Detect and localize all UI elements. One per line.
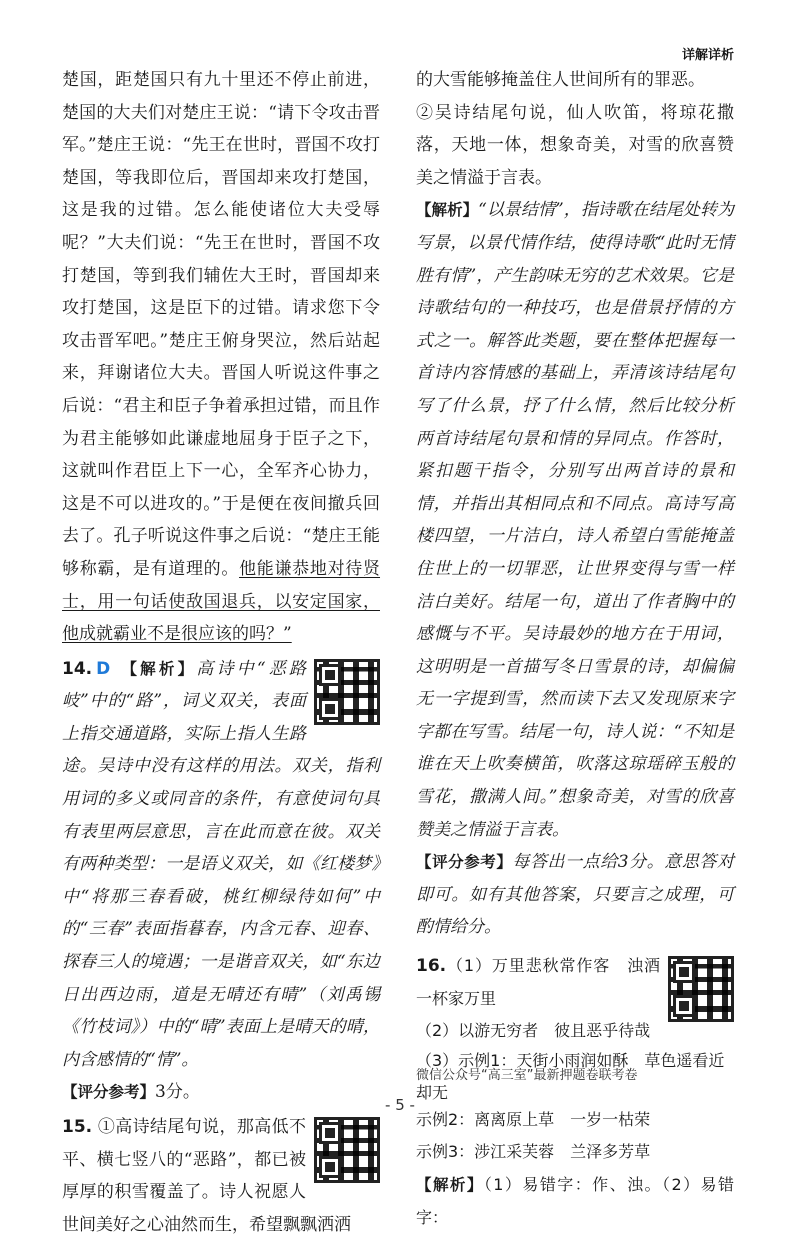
q14-score-tag: 【评分参考】 bbox=[62, 1083, 156, 1102]
q15-analysis bbox=[416, 194, 734, 846]
q15-number: 15. bbox=[62, 1117, 93, 1137]
q13-translation-underlined: 他能谦恭地对待贤士，用一句话使敌国退兵，以安定国家，他成就霸业不是很应该的吗？” bbox=[62, 558, 381, 645]
q16-analysis bbox=[416, 1169, 734, 1234]
watermark-text: 微信公众号“高三室”最新押题卷联考卷 bbox=[416, 1067, 638, 1083]
q16-answer-1-text: （1）万里悲秋常作客 浊酒一杯家万里 bbox=[416, 956, 660, 1008]
q15-continuation: 的大雪能够掩盖住人世间所有的罪恶。 bbox=[416, 70, 705, 90]
q16-answer-3b: 却无 bbox=[416, 1082, 449, 1102]
q16-analysis-text: （1）易错字：作、浊。（2）易错字： bbox=[416, 1175, 734, 1227]
q15-score-text: 每答出一点给3分。意思答对即可。如有其他答案，只要言之成理，可酌情给分。 bbox=[416, 852, 734, 938]
q15-analysis-tag: 【解析】 bbox=[416, 201, 479, 220]
q15-point-2: ②吴诗结尾句说，仙人吹笛，将琼花撒落，天地一体，想象奇美，对雪的欣喜赞美之情溢于言表。 bbox=[416, 102, 734, 188]
q16-analysis-tag: 【解析】 bbox=[416, 1176, 484, 1194]
q14-answer: D bbox=[96, 658, 111, 679]
q16-answer-3a: （3）示例1：天街小雨润如酥 草色遥看近 bbox=[416, 1050, 725, 1070]
q16-example-2: 示例2：离离原上草 一岁一枯荣 bbox=[416, 1109, 651, 1129]
page-number: - 5 - bbox=[385, 1096, 415, 1114]
qr-code-icon bbox=[668, 956, 734, 1022]
q14-analysis-tag: 【解析】 bbox=[118, 659, 197, 678]
page-header-title: 详解详析 bbox=[681, 48, 734, 63]
q13-translation-text: 楚国，距楚国只有九十里还不停止前进，楚国的大夫们对楚庄王说：“请下令攻击晋军。”楚庄王说：“先王在世时，晋国不攻打楚国，等我即位后，晋国却来攻打楚国，这是我的过错。怎么能使诸位大夫受辱呢？”大夫们说：“先王在世时，晋国不攻打楚国，等到我们辅佐大王时，晋国却来攻打楚国，这是臣下的过错。请求您下令攻击晋军吧。”楚庄王俯身哭泣，然后站起来，拜谢诸位大夫。晋国人听说这件事之后说：“君主和臣子争着承担过错，而且作为君主能够如此谦虚地屈身于臣子之下，这就叫作君臣上下一心，全军齐心协力，这是不可以进攻的。”于是便在夜间撤兵回去了。孔子听说这件事之后说：“楚庄王能够称霸，是有道理的。 bbox=[62, 70, 380, 579]
q14-block bbox=[62, 653, 380, 1077]
q14-score-text: 3分。 bbox=[155, 1082, 200, 1103]
q15-score bbox=[416, 846, 734, 944]
q16-block bbox=[416, 950, 734, 1234]
q15-block bbox=[62, 1111, 380, 1241]
q13-translation-paragraph bbox=[62, 64, 380, 651]
q16-number: 16. bbox=[416, 956, 447, 977]
q16-example-3: 示例3：涉江采芙蓉 兰泽多芳草 bbox=[416, 1142, 651, 1162]
q15-text: ①高诗结尾句说，那高低不平、横七竖八的“恶路”，都已被厚厚的积雪覆盖了。诗人祝愿人世间美好之心油然而生，希望飘飘洒洒 bbox=[62, 1117, 351, 1235]
q14-number: 14. bbox=[62, 658, 93, 679]
q15-analysis-text: “以景结情”，指诗歌在结尾处转为写景，以景代情作结，使得诗歌“此时无情胜有情”，产生韵味无穷的艺术效果。它是诗歌结句的一种技巧，也是借景抒情的方式之一。解答此类题，要在整体把握每一首诗内容情感的基础上，弄清该诗结尾句写了什么景，抒了什么情，然后比较分析两首诗结尾句景和情的异同点。作答时，紧扣题干指令，分别写出两首诗的景和情，并指出其相同点和不同点。高诗写高楼四望，一片洁白，诗人希望白雪能掩盖住世上的一切罪恶，让世界变得与雪一样洁白美好。结尾一句，道出了作者胸中的感慨与不平。吴诗最妙的地方在于用词，这明明是一首描写冬日雪景的诗，却偏偏无一字提到雪，然而读下去又发现原来字字都在写雪。结尾一句，诗人说：“不知是谁在天上吹奏横笛，吹落这琼瑶碎玉般的雪花，撒满人间。”想象奇美，对雪的欣喜赞美之情溢于言表。 bbox=[416, 200, 734, 840]
q16-answer-2: （2）以游无穷者 彼且恶乎待哉 bbox=[416, 1021, 651, 1041]
q15-score-tag: 【评分参考】 bbox=[416, 853, 513, 872]
right-column bbox=[416, 64, 734, 1234]
qr-code-icon bbox=[314, 1117, 380, 1183]
left-column bbox=[62, 64, 380, 1241]
qr-code-icon bbox=[314, 659, 380, 725]
q14-analysis-text: 高诗中“恶路岐”中的“路”，词义双关，表面上指交通道路，实际上指人生路途。吴诗中没有这样的用法。双关，指利用词的多义或同音的条件，有意使词句具有表里两层意思，言在此而意在彼。双关有两种类型：一是语义双关，如《红楼梦》中“将那三春看破，桃红柳绿待如何”中的“三春”表面指暮春，内含元春、迎春、探春三人的境遇；一是谐音双关，如“东边日出西边雨，道是无晴还有晴”（刘禹锡《竹枝词》）中的“晴”表面上是晴天的晴，内含感情的“情”。 bbox=[62, 658, 380, 1070]
